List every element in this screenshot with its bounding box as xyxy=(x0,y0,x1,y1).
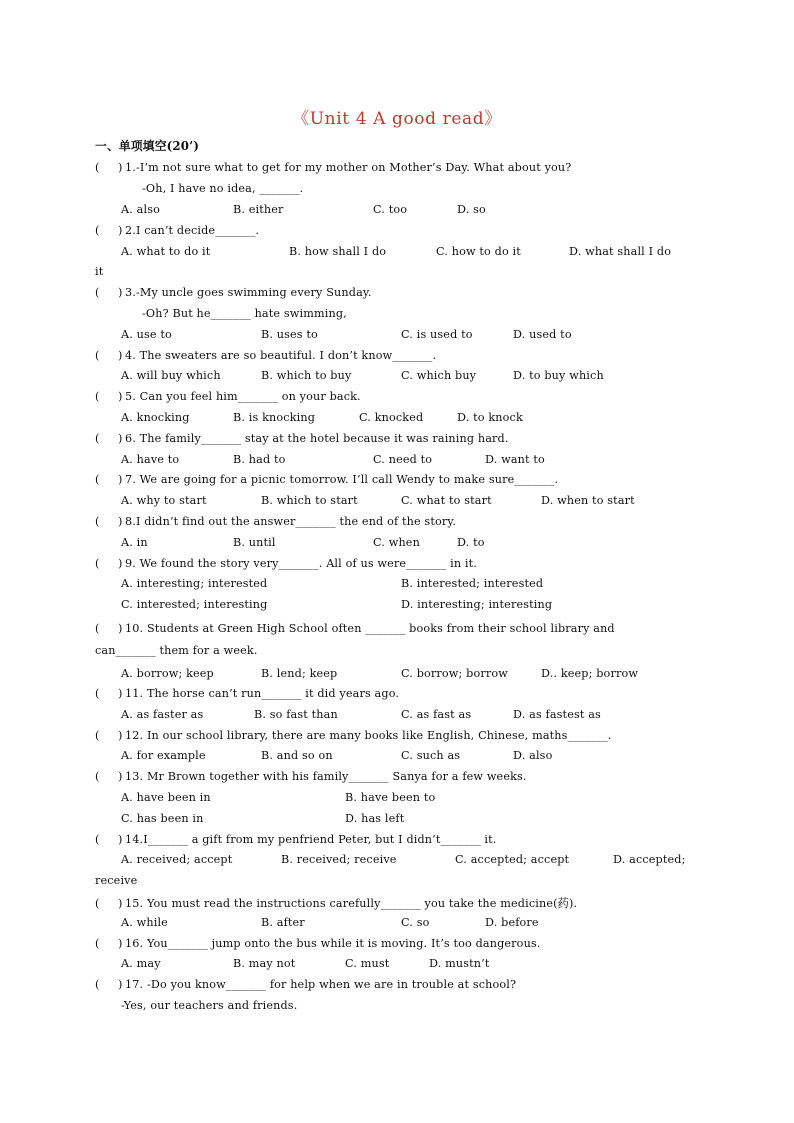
option-d: D. to knock xyxy=(457,411,523,424)
answer-blank: ( ) xyxy=(95,224,123,237)
option-c: C. as fast as xyxy=(401,708,472,721)
option-c: C. so xyxy=(401,916,430,929)
question-4 xyxy=(95,349,436,362)
option-a: A. may xyxy=(121,957,161,970)
option-b: B. received; receive xyxy=(281,853,397,866)
answer-blank: ( ) xyxy=(95,687,123,700)
option-a: A. knocking xyxy=(121,411,190,424)
option-b: B. is knocking xyxy=(233,411,316,424)
option-c: C. how to do it xyxy=(436,245,521,258)
question-stem: 11. The horse can’t run_______ it did years ago. xyxy=(125,687,400,700)
option-d: D. to buy which xyxy=(513,369,604,382)
option-d: D. interesting; interesting xyxy=(401,598,553,611)
section-heading: 一、单项填空(20’) xyxy=(95,139,200,153)
option-a: A. why to start xyxy=(121,494,207,507)
option-b: B. uses to xyxy=(261,328,318,341)
question-6 xyxy=(95,432,509,445)
question-stem: 3.-My uncle goes swimming every Sunday. xyxy=(125,286,372,299)
option-c: C. interested; interesting xyxy=(121,598,268,611)
option-a: A. interesting; interested xyxy=(121,577,268,590)
answer-blank: ( ) xyxy=(95,557,123,570)
option-c: C. has been in xyxy=(121,812,204,825)
answer-blank: ( ) xyxy=(95,729,123,742)
option-c: C. which buy xyxy=(401,369,477,382)
question-13 xyxy=(95,770,527,783)
option-c: C. need to xyxy=(373,453,433,466)
question-dialogue-line: -Oh? But he_______ hate swimming, xyxy=(142,307,347,320)
question-3 xyxy=(95,286,372,299)
option-d: D.. keep; borrow xyxy=(541,667,639,680)
option-wrap: it xyxy=(95,265,104,278)
answer-blank: ( ) xyxy=(95,770,123,783)
option-wrap: receive xyxy=(95,874,138,887)
option-b: B. either xyxy=(233,203,284,216)
option-a: A. for example xyxy=(121,749,206,762)
option-a: A. while xyxy=(121,916,168,929)
question-1 xyxy=(95,161,571,174)
option-b: B. until xyxy=(233,536,276,549)
option-b: B. and so on xyxy=(261,749,333,762)
page-title: 《Unit 4 A good read》 xyxy=(292,109,502,129)
option-b: B. had to xyxy=(233,453,286,466)
answer-blank: ( ) xyxy=(95,515,123,528)
question-dialogue-line: -Oh, I have no idea, _______. xyxy=(142,182,304,195)
question-16 xyxy=(95,937,541,950)
question-stem: 8.I didn’t find out the answer_______ the end of the story. xyxy=(125,515,457,528)
question-stem: 4. The sweaters are so beautiful. I don’t know_______. xyxy=(125,349,437,362)
option-a: A. use to xyxy=(121,328,172,341)
option-d: D. also xyxy=(513,749,553,762)
option-a: A. also xyxy=(121,203,160,216)
option-b: B. lend; keep xyxy=(261,667,338,680)
question-stem: 9. We found the story very_______. All of us were_______ in it. xyxy=(125,557,477,570)
option-a: A. have to xyxy=(121,453,180,466)
question-stem: 14.I_______ a gift from my penfriend Peter, but I didn’t_______ it. xyxy=(125,833,497,846)
answer-blank: ( ) xyxy=(95,161,123,174)
answer-blank: ( ) xyxy=(95,897,123,910)
question-dialogue-line: -Yes, our teachers and friends. xyxy=(121,999,298,1012)
option-d: D. accepted; xyxy=(613,853,686,866)
option-d: D. used to xyxy=(513,328,572,341)
option-d: D. before xyxy=(485,916,539,929)
question-8 xyxy=(95,515,456,528)
question-12 xyxy=(95,729,611,742)
question-stem: 1.-I’m not sure what to get for my mother on Mother’s Day. What about you? xyxy=(125,161,572,174)
question-stem: 2.I can’t decide_______. xyxy=(125,224,260,237)
question-10 xyxy=(95,622,615,635)
option-a: A. will buy which xyxy=(121,369,221,382)
answer-blank: ( ) xyxy=(95,349,123,362)
option-d: D. want to xyxy=(485,453,545,466)
answer-blank: ( ) xyxy=(95,432,123,445)
question-stem-continued: can_______ them for a week. xyxy=(95,644,258,657)
option-c: C. such as xyxy=(401,749,461,762)
question-stem: 10. Students at Green High School often _______ books from their school library and xyxy=(125,622,615,635)
question-2 xyxy=(95,224,259,237)
question-11 xyxy=(95,687,399,700)
question-stem: 17. -Do you know_______ for help when we are in trouble at school? xyxy=(125,978,517,991)
option-a: A. what to do it xyxy=(121,245,211,258)
option-b: B. which to buy xyxy=(261,369,352,382)
option-b: B. interested; interested xyxy=(401,577,544,590)
option-c: C. is used to xyxy=(401,328,473,341)
option-a: A. have been in xyxy=(121,791,211,804)
option-d: D. has left xyxy=(345,812,405,825)
option-b: B. after xyxy=(261,916,305,929)
option-b: B. how shall I do xyxy=(289,245,387,258)
option-a: A. received; accept xyxy=(121,853,233,866)
answer-blank: ( ) xyxy=(95,390,123,403)
answer-blank: ( ) xyxy=(95,833,123,846)
option-c: C. what to start xyxy=(401,494,492,507)
option-c: C. too xyxy=(373,203,408,216)
option-c: C. when xyxy=(373,536,420,549)
question-stem: 13. Mr Brown together with his family_______ Sanya for a few weeks. xyxy=(125,770,527,783)
question-15 xyxy=(95,895,577,911)
option-c: C. accepted; accept xyxy=(455,853,570,866)
option-d: D. mustn’t xyxy=(429,957,490,970)
option-c: C. must xyxy=(345,957,390,970)
question-stem: 7. We are going for a picnic tomorrow. I’ll call Wendy to make sure_______. xyxy=(125,473,559,486)
answer-blank: ( ) xyxy=(95,286,123,299)
option-d: D. what shall I do xyxy=(569,245,672,258)
option-d: D. to xyxy=(457,536,485,549)
question-14 xyxy=(95,833,497,846)
question-7 xyxy=(95,473,558,486)
answer-blank: ( ) xyxy=(95,937,123,950)
option-d: D. when to start xyxy=(541,494,635,507)
question-stem: 5. Can you feel him_______ on your back. xyxy=(125,390,361,403)
question-5 xyxy=(95,390,361,403)
option-d: D. so xyxy=(457,203,486,216)
option-b: B. so fast than xyxy=(254,708,338,721)
option-a: A. borrow; keep xyxy=(121,667,214,680)
answer-blank: ( ) xyxy=(95,473,123,486)
answer-blank: ( ) xyxy=(95,978,123,991)
option-c: C. knocked xyxy=(359,411,424,424)
option-a: A. in xyxy=(121,536,148,549)
question-stem: 16. You_______ jump onto the bus while it is moving. It’s too dangerous. xyxy=(125,937,541,950)
question-stem: 6. The family_______ stay at the hotel because it was raining hard. xyxy=(125,432,509,445)
question-9 xyxy=(95,557,477,570)
option-b: B. which to start xyxy=(261,494,358,507)
answer-blank: ( ) xyxy=(95,622,123,635)
option-a: A. as faster as xyxy=(121,708,204,721)
option-d: D. as fastest as xyxy=(513,708,601,721)
question-stem: 12. In our school library, there are many books like English, Chinese, maths_______. xyxy=(125,729,612,742)
option-b: B. may not xyxy=(233,957,296,970)
option-b: B. have been to xyxy=(345,791,436,804)
option-c: C. borrow; borrow xyxy=(401,667,508,680)
question-17 xyxy=(95,978,516,991)
question-stem: 15. You must read the instructions carefully_______ you take the medicine(药). xyxy=(125,897,578,910)
